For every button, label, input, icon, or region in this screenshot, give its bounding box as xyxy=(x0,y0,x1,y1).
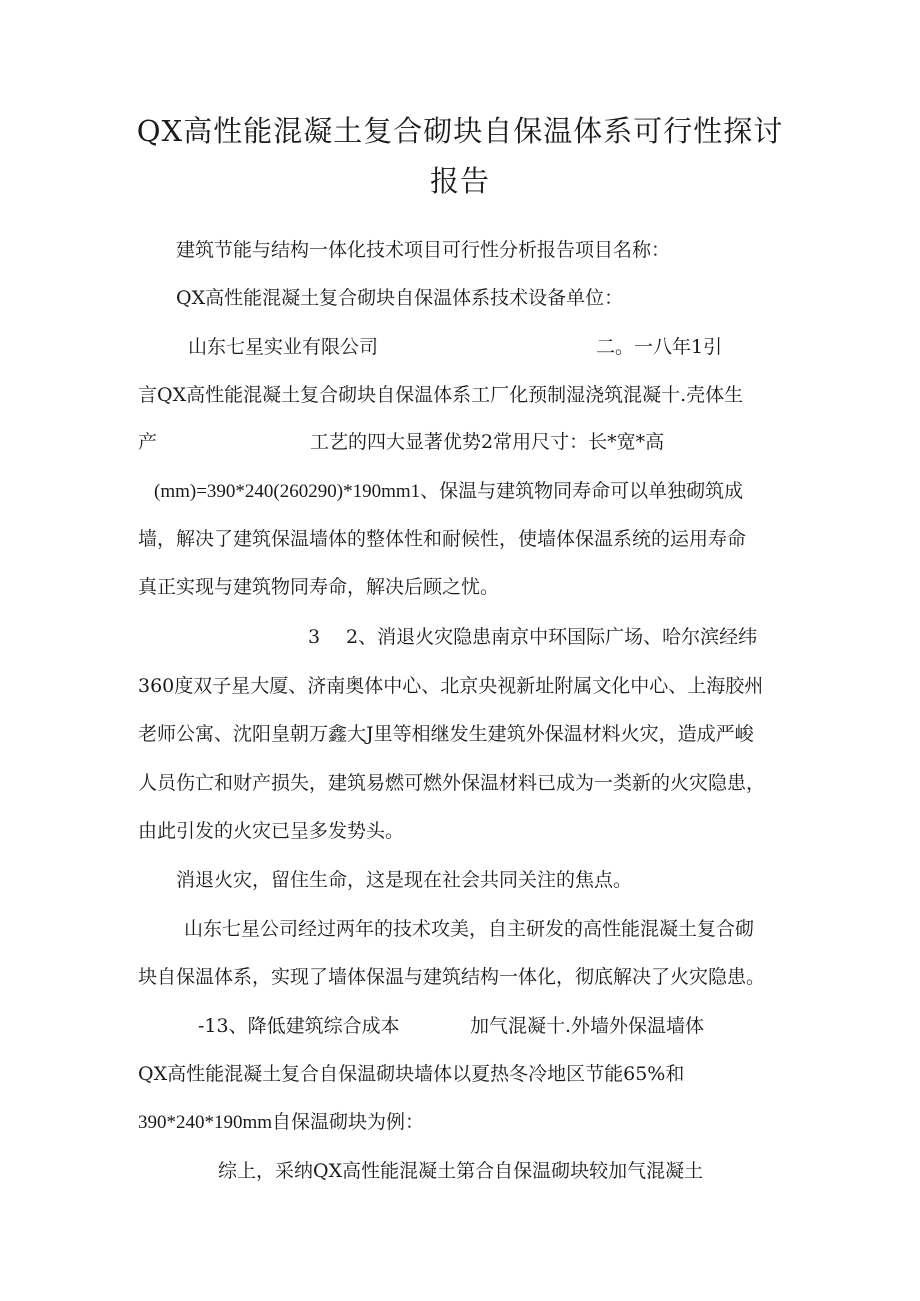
project-name-line: QX高性能混凝土复合砌块自保温体系技术设备单位： xyxy=(176,287,624,309)
fire-hazard-heading: 2、消退火灾隐患南京中环国际广场、哈尔滨经纬 xyxy=(346,626,758,648)
production-label: 产 xyxy=(138,431,158,453)
document-title-line-1: QX高性能混凝土复合砌块自保温体系可行性探讨 xyxy=(136,114,784,148)
report-date: 二。一八年1引 xyxy=(596,336,723,358)
focus-line: 消退火灾，留住生命，这是现在社会共同关注的焦点。 xyxy=(176,869,633,891)
company-name: 山东七星实业有限公司 xyxy=(188,336,379,358)
cost-heading: -13、降低建筑综合成本 xyxy=(198,1015,400,1037)
intro-line: 言QX高性能混凝土复合砌块自保温体系工厂化预制湿浇筑混凝十.壳体生 xyxy=(138,384,744,406)
process-advantages-line: 工艺的四大显著优势2常用尺寸：长*宽*高 xyxy=(310,431,665,453)
fire-hazard-line-3: 老师公寓、沈阳皇朝万鑫大J里等相继发生建筑外保温材料火灾，造成严峻 xyxy=(138,723,754,745)
wall-lifespan-line: 真正实现与建筑物同寿命，解决后顾之忧。 xyxy=(138,576,500,598)
size-spec-line: (mm)=390*240(260290)*190mm1、保温与建筑物同寿命可以单独砌筑成 xyxy=(154,481,744,502)
project-type-line: 建筑节能与结构一体化技术项目可行性分析报告项目名称： xyxy=(176,239,671,261)
summary-line: 综上，采纳QX高性能混凝土第合自保温砌块较加气混凝土 xyxy=(218,1160,704,1182)
document-title-line-2: 报告 xyxy=(429,164,490,198)
page-number-3: 3 xyxy=(308,626,321,648)
qx-energy-line: QX高性能混凝土复合自保温砌块墙体以夏热冬冷地区节能65%和 xyxy=(138,1063,685,1085)
company-research-line-2: 块自保温体系，实现了墙体保温与建筑结构一体化，彻底解决了火灾隐患。 xyxy=(138,966,766,988)
fire-hazard-line-2: 360度双子星大厦、济南奥体中心、北京央视新址附属文化中心、上海胶州 xyxy=(138,675,764,697)
wall-integrity-line: 墙，解决了建筑保温墙体的整体性和耐候性，使墙体保温系统的运用寿命 xyxy=(138,528,747,550)
fire-hazard-line-5: 由此引发的火灾已呈多发势头。 xyxy=(138,820,405,842)
company-research-line-1: 山东七星公司经过两年的技术攻美，自主研发的高性能混凝土复合砌 xyxy=(184,918,755,940)
example-line: 390*240*190mm自保温砌块为例： xyxy=(138,1112,425,1133)
fire-hazard-line-4: 人员伤亡和财产损失，建筑易燃可燃外保温材料已成为一类新的火灾隐患， xyxy=(138,772,766,794)
cost-comparison-label: 加气混凝十.外墙外保温墙体 xyxy=(470,1015,705,1037)
